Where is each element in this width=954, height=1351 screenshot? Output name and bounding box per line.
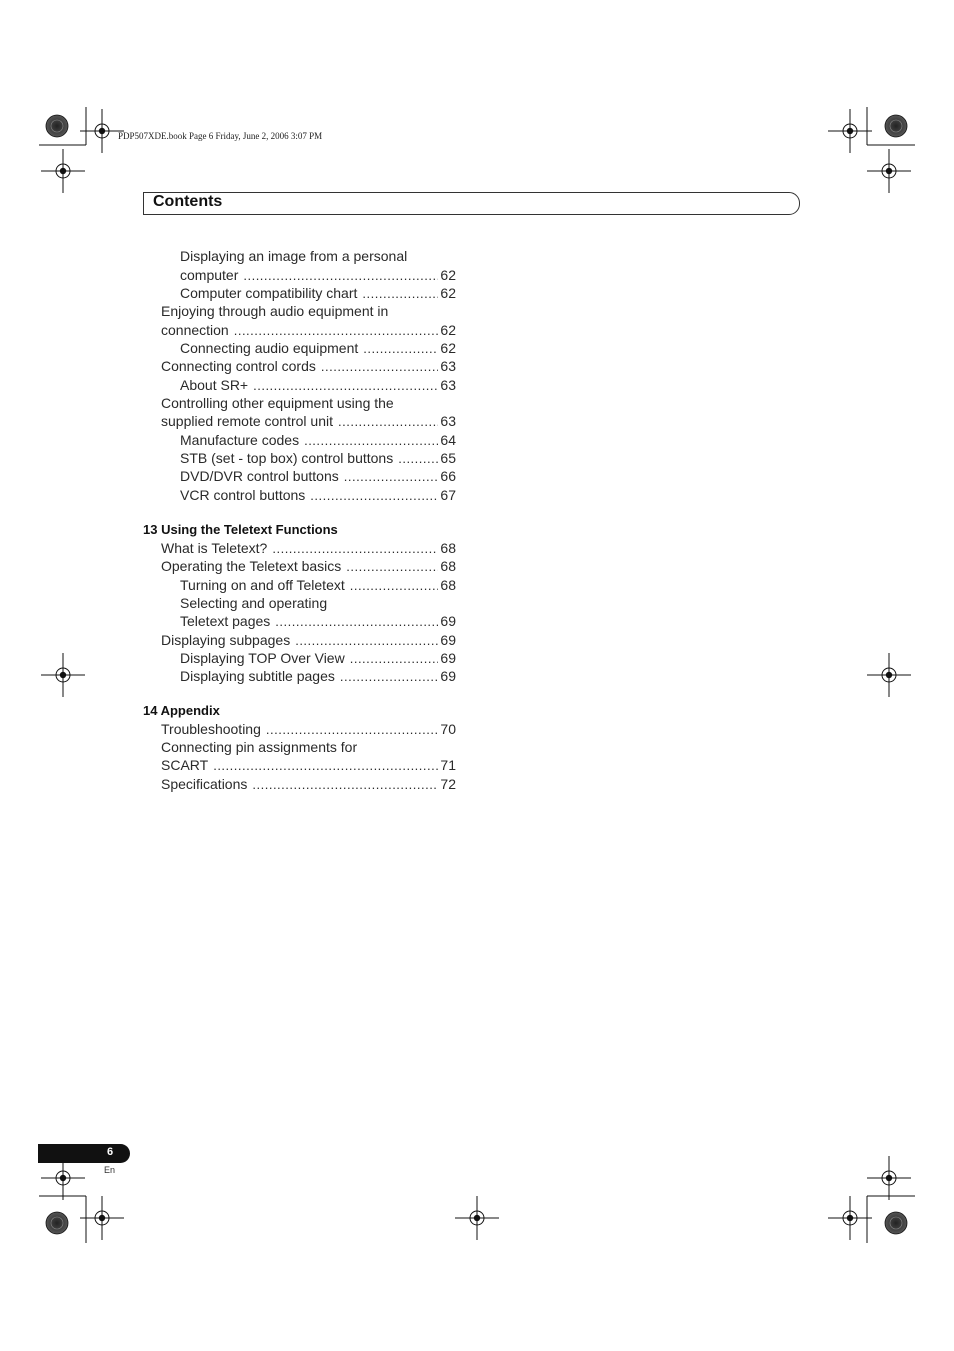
section-heading-13[interactable]: 13 Using the Teletext Functions (143, 522, 338, 537)
toc-entry[interactable] (161, 720, 456, 739)
leader-dots (243, 267, 438, 285)
toc-page-number: 72 (440, 776, 456, 792)
toc-page-number: 70 (440, 721, 456, 737)
toc-entry[interactable] (161, 412, 456, 431)
toc-page-number: 71 (440, 757, 456, 773)
toc-page-number: 64 (440, 432, 456, 448)
toc-entry-text: STB (set - top box) control buttons (180, 450, 394, 466)
toc-page-number: 66 (440, 468, 456, 484)
toc-page-number: 69 (440, 668, 456, 684)
toc-entry[interactable] (180, 576, 456, 595)
toc-entry-text: Enjoying through audio equipment in (161, 303, 389, 319)
toc-entry[interactable] (161, 631, 456, 650)
toc-entry-text: Selecting and operating (180, 595, 328, 611)
toc-entry-text: Displaying subtitle pages (180, 668, 335, 684)
contents-header-bar (143, 192, 800, 215)
leader-dots (398, 450, 438, 468)
leader-dots (363, 340, 438, 358)
toc-entry-text: About SR+ (180, 377, 249, 393)
toc-entry[interactable] (180, 667, 456, 686)
toc-entry[interactable] (180, 339, 456, 358)
toc-page-number: 62 (440, 322, 456, 338)
leader-dots (252, 776, 438, 794)
page-title: Contents (153, 193, 223, 210)
toc-entry-text: Operating the Teletext basics (161, 558, 342, 574)
toc-page-number: 62 (440, 285, 456, 301)
toc-entry-text: Manufacture codes (180, 432, 300, 448)
toc-entry-text: Displaying subpages (161, 632, 291, 648)
toc-page-number: 63 (440, 377, 456, 393)
toc-page-number: 67 (440, 487, 456, 503)
toc-page-number: 68 (440, 558, 456, 574)
leader-dots (321, 358, 439, 376)
toc-page-number: 69 (440, 632, 456, 648)
toc-entry-text: Turning on and off Teletext (180, 577, 345, 593)
leader-dots (310, 487, 438, 505)
toc-page-number: 62 (440, 267, 456, 283)
leader-dots (272, 540, 438, 558)
leader-dots (295, 632, 438, 650)
leader-dots (253, 377, 438, 395)
toc-entry[interactable] (180, 612, 456, 631)
toc-entry-text: Computer compatibility chart (180, 285, 358, 301)
page-number: 6 (106, 1146, 114, 1158)
toc-entry[interactable] (161, 321, 456, 340)
file-info-header: PDP507XDE.book Page 6 Friday, June 2, 2006 3:07 PM (118, 131, 323, 141)
toc-page-number: 68 (440, 540, 456, 556)
toc-entry-text: Controlling other equipment using the (161, 395, 394, 411)
toc-entry-text: Displaying TOP Over View (180, 650, 345, 666)
leader-dots (362, 285, 438, 303)
toc-entry-text: Connecting control cords (161, 358, 316, 374)
toc-page-number: 65 (440, 450, 456, 466)
toc-entry-text: connection (161, 322, 229, 338)
toc-entry-text: DVD/DVR control buttons (180, 468, 339, 484)
toc-entry-text: computer (180, 267, 239, 283)
toc-entry-text: SCART (161, 757, 209, 773)
leader-dots (338, 413, 438, 431)
toc-entry[interactable] (180, 284, 456, 303)
toc-entry[interactable] (161, 775, 456, 794)
toc-entry-text: Connecting audio equipment (180, 340, 359, 356)
toc-entry-text: What is Teletext? (161, 540, 268, 556)
toc-entry-text: VCR control buttons (180, 487, 306, 503)
toc-page-number: 63 (440, 413, 456, 429)
toc-entry[interactable] (161, 557, 456, 576)
toc-entry[interactable] (180, 449, 456, 468)
toc-entry[interactable] (180, 649, 456, 668)
toc-entry-text: Troubleshooting (161, 721, 261, 737)
toc-page-number: 62 (440, 340, 456, 356)
leader-dots (344, 468, 439, 486)
toc-entry-text: Connecting pin assignments for (161, 739, 358, 755)
toc-entry[interactable] (180, 266, 456, 285)
toc-entry[interactable] (161, 357, 456, 376)
leader-dots (266, 721, 439, 739)
toc-page-number: 68 (440, 577, 456, 593)
toc-page-number: 63 (440, 358, 456, 374)
toc-entry[interactable] (161, 756, 456, 775)
leader-dots (346, 558, 438, 576)
toc-entry[interactable] (180, 467, 456, 486)
leader-dots (350, 577, 439, 595)
leader-dots (350, 650, 439, 668)
leader-dots (304, 432, 438, 450)
toc-entry[interactable] (180, 486, 456, 505)
toc-entry[interactable] (161, 539, 456, 558)
toc-entry-text: Teletext pages (180, 613, 271, 629)
section-heading-14[interactable]: 14 Appendix (143, 703, 220, 718)
toc-page-number: 69 (440, 613, 456, 629)
toc-page-number: 69 (440, 650, 456, 666)
toc-entry[interactable] (180, 431, 456, 450)
leader-dots (234, 322, 439, 340)
toc-entry-text: supplied remote control unit (161, 413, 333, 429)
toc-entry-text: Displaying an image from a personal (180, 248, 408, 264)
toc-entry-text: Specifications (161, 776, 248, 792)
toc-entry[interactable] (180, 376, 456, 395)
leader-dots (275, 613, 438, 631)
leader-dots (340, 668, 439, 686)
leader-dots (213, 757, 438, 775)
page-number-tab (38, 1144, 130, 1163)
language-label: En (104, 1165, 116, 1175)
